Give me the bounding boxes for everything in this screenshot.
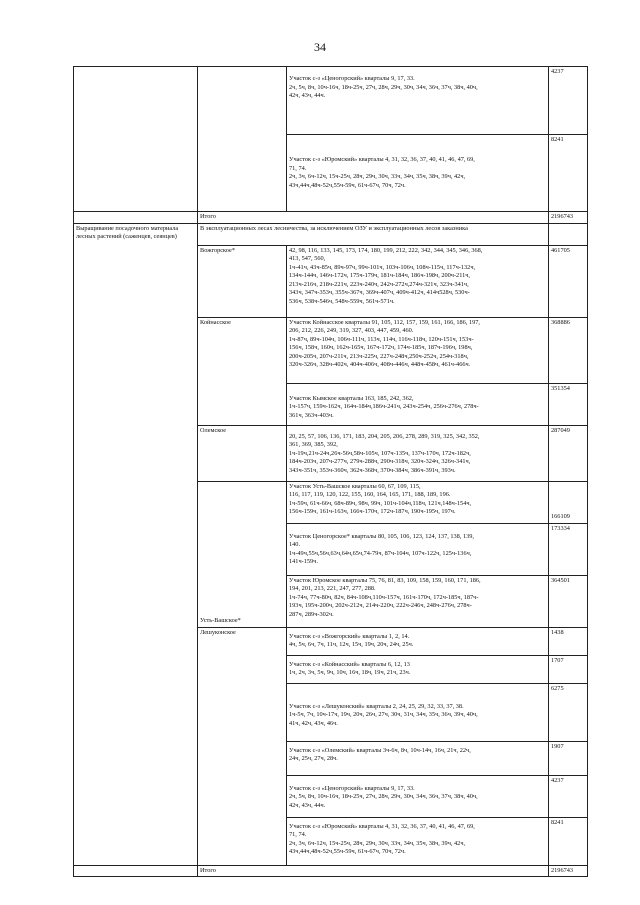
page-number: 34 (314, 40, 326, 54)
activity-cell-empty (74, 67, 198, 212)
forestry-name: Вожгорское* (198, 245, 287, 317)
forestry-name: Койнасское (198, 317, 287, 425)
plot-cell: Участок с-з «Олемский» кварталы 3ч-6ч, 8ч, 10ч-14ч, 16ч, 21ч, 22ч, 24ч, 25ч, 27ч, 28ч. (287, 741, 549, 775)
plot-cell: Участок с-з «Ценогорский» кварталы 9, 17, 33. 2ч, 5ч, 8ч, 10ч-16ч, 18ч-25ч, 27ч, 28ч, 29ч, 30ч, 34ч, 36ч, 37ч, 38ч, 40ч, 42ч, 43ч, 44ч. (287, 775, 549, 817)
plot-cell: Участок с-з «Вожгорский» кварталы 1, 2, 14. 4ч, 5ч, 6ч, 7ч, 11ч, 12ч, 15ч, 19ч, 20ч, 24ч, 25ч. (287, 627, 549, 655)
zone-header: В эксплуатационных лесах лесничества, за исключением ОЗУ и эксплуатационных лесов заказника (198, 223, 549, 245)
activity-cell-empty (74, 865, 198, 877)
forest-allocation-table (73, 66, 588, 877)
area-value: 287049 (549, 425, 588, 481)
area-value: 8241 (549, 817, 588, 865)
forestry-name: Лешуконское (198, 627, 287, 865)
itogo-label: Итого (198, 865, 549, 877)
area-value: 368886 (549, 317, 588, 383)
plot-cell: Участок с-з «Юромский» кварталы 4, 31, 32, 36, 37, 40, 41, 46, 47, 69, 71, 74. 2ч, 3ч, 6ч-12ч, 15ч-25ч, 28ч, 29ч, 30ч, 33ч, 34ч, 35ч, 38ч, 39ч, 42ч, 43ч,44ч,48ч-52ч,55ч-59ч, 61ч-67ч, 70ч, 72ч. (287, 817, 549, 865)
area-value: 461705 (549, 245, 588, 317)
table-row (74, 67, 588, 135)
plot-cell: Участок Усть-Вашское кварталы 60, 67, 109, 115, 116, 117, 119, 120, 122, 155, 160, 164, 165, 171, 188, 189, 196. 1ч-59ч, 61ч-66ч, 68ч-89ч, 98ч, 99ч, 101ч-104ч,118ч, 121ч,148ч-154ч, 156ч-159ч, 161ч-163ч, 166ч-170ч, 172ч-187ч, 190ч-195ч, 197ч. (287, 481, 549, 523)
plot-cell: Участок Койнасское кварталы 91, 105, 112, 157, 159, 161, 166, 186, 197, 206, 212, 226, 249, 319, 327, 403, 447, 459, 460. 1ч-87ч, 89ч-104ч, 106ч-111ч, 113ч, 114ч, 116ч-118ч, 120ч-151ч, 153ч- 156ч, 158ч, 160ч, 162ч-165ч, 167ч-172ч, 174ч-185ч, 187ч-196ч, 198ч, 200ч-205ч, 207ч-211ч, 213ч-225ч, 227ч-248ч,250ч-252ч, 254ч-318ч, 320ч-326ч, 328ч-402ч, 404ч-406ч, 408ч-446ч, 448ч-458ч, 461ч-466ч. (287, 317, 549, 383)
area-value: 364501 (549, 575, 588, 627)
plot-cell: Участок Юромское кварталы 75, 76, 81, 83, 109, 158, 159, 160, 171, 186, 194, 201, 213, 221, 247, 277, 288. 1ч-74ч, 77ч-80ч, 82ч, 84ч-108ч,110ч-157ч, 161ч-170ч, 172ч-185ч, 187ч- 193ч, 195ч-200ч, 202ч-212ч, 214ч-220ч, 222ч-246ч, 248ч-276ч, 278ч- 287ч, 289ч-302ч. (287, 575, 549, 627)
plot-cell: Участок с-з «Юромский» кварталы 4, 31, 32, 36, 37, 40, 41, 46, 47, 69, 71, 74. 2ч, 3ч, 6ч-12ч, 15ч-25ч, 28ч, 29ч, 30ч, 33ч, 34ч, 35ч, 38ч, 39ч, 42ч, 43ч,44ч,48ч-52ч,55ч-59ч, 61ч-67ч, 70ч, 72ч. (287, 135, 549, 212)
forestry-name: Олемское (198, 425, 287, 481)
activity-cell-empty (74, 212, 198, 224)
area-value: 4237 (549, 67, 588, 135)
area-value: 166109 (549, 481, 588, 523)
empty-cell (549, 223, 588, 245)
forestry-name: Усть-Вашское* (198, 481, 287, 627)
plot-cell: Участок с-з «Койнасский» кварталы 6, 12, 13 1ч, 2ч, 3ч, 5ч, 9ч, 10ч, 16ч, 18ч, 19ч, 21ч, 23ч. (287, 655, 549, 683)
area-value: 1707 (549, 655, 588, 683)
forestry-cell-empty (198, 67, 287, 212)
area-value: 6275 (549, 683, 588, 741)
plot-cell: Участок с-з «Лешуконский» кварталы 2, 24, 25, 29, 32, 33, 37, 38. 1ч-5ч, 7ч, 10ч-17ч, 19ч, 20ч, 26ч, 27ч, 30ч, 31ч, 34ч, 35ч, 36ч, 39ч, 40ч, 41ч, 42ч, 43ч, 46ч. (287, 683, 549, 741)
plot-cell: 42, 98, 116, 133, 145, 173, 174, 180, 199, 212, 222, 342, 344, 345, 346, 368, 413, 547, 560, 1ч-41ч, 43ч-85ч, 89ч-97ч, 99ч-101ч, 103ч-106ч, 108ч-115ч, 117ч-132ч, 134ч-144ч, 146ч-172ч, 175ч-179ч, 181ч-184ч, 186ч-198ч, 200ч-211ч, 213ч-216ч, 218ч-221ч, 223ч-240ч, 242ч-272ч,274ч-321ч, 323ч-341ч, 343ч, 347ч-353ч, 355ч-367ч, 369ч-407ч, 409ч-412ч, 414ч528ч, 530ч- 536ч, 538ч-546ч, 548ч-559ч, 561ч-571ч. (287, 245, 549, 317)
activity-name: Выращивание посадочного материала лесных растений (саженцев, сеянцев) (74, 223, 198, 865)
itogo-row (74, 865, 588, 877)
area-value: 1438 (549, 627, 588, 655)
itogo-row (74, 212, 588, 224)
plot-cell: Участок с-з «Ценогорский» кварталы 9, 17, 33. 2ч, 5ч, 8ч, 10ч-16ч, 18ч-25ч, 27ч, 28ч, 29ч, 30ч, 34ч, 36ч, 37ч, 38ч, 40ч, 42ч, 43ч, 44ч. (287, 67, 549, 135)
area-value: 1907 (549, 741, 588, 775)
plot-cell: Участок Кымское кварталы 163, 185, 242, 362, 1ч-157ч, 159ч-162ч, 164ч-184ч,186ч-241ч, 243ч-254ч, 256ч-276ч, 278ч- 361ч, 363ч-403ч. (287, 383, 549, 425)
plot-cell: 20, 25, 57, 106, 136, 171, 183, 204, 205, 206, 278, 289, 319, 325, 342, 352, 361, 369, 385, 392, 1ч-19ч,21ч-24ч,26ч-56ч,58ч-105ч, 107ч-135ч, 137ч-170ч, 172ч-182ч, 184ч-203ч, 207ч-277ч, 279ч-288ч, 290ч-318ч, 320ч-324ч, 326ч-341ч, 343ч-351ч, 353ч-360ч, 362ч-368ч, 370ч-384ч, 386ч-391ч, 393ч. (287, 425, 549, 481)
area-value: 173334 (549, 523, 588, 575)
zone-header-row (74, 223, 588, 245)
area-value: 351354 (549, 383, 588, 425)
itogo-value: 2196743 (549, 212, 588, 224)
itogo-label: Итого (198, 212, 549, 224)
plot-cell: Участок Ценогорское* кварталы 80, 105, 106, 123, 124, 137, 138, 139, 140. 1ч-49ч,55ч,56ч,63ч,64ч,65ч,74-79ч, 87ч-104ч, 107ч-122ч, 125ч-136ч, 141ч-159ч. (287, 523, 549, 575)
area-value: 4237 (549, 775, 588, 817)
itogo-value: 2196743 (549, 865, 588, 877)
area-value: 8241 (549, 135, 588, 212)
